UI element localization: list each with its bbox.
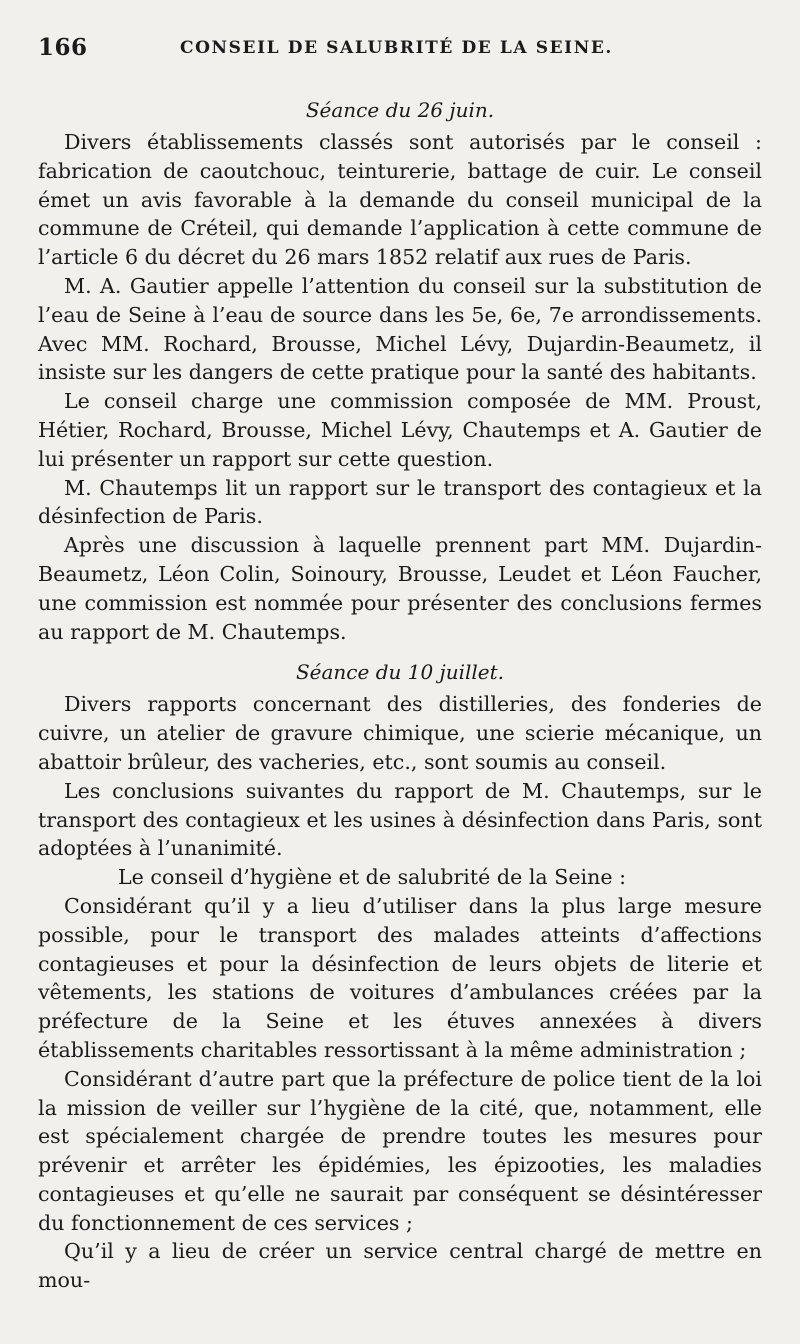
paragraph: Divers établissements classés sont autorisés par le conseil : fabrication de caoutchouc, teinturerie, battage de cuir. Le conseil émet un avis favorable à la demande du conseil municipal de la commune de Créteil, qui demande l’application à cette commune de l’article 6 du décret du 26 mars 1852 relatif aux rues de Paris. [38,130,762,270]
paragraph: Considérant d’autre part que la préfecture de police tient de la loi la mission de veiller sur l’hygiène de la cité, que, notamment, elle est spécialement chargée de prendre toutes les mesures pour prévenir et arrêter les épidémies, les épizooties, les maladies contagieuses et qu’elle ne saurait par conséquent se désintéresser du fonctionnement de ces services ; [38,1066,762,1235]
paragraph: Divers rapports concernant des distilleries, des fonderies de cuivre, un atelier de gravure chimique, une scierie mécanique, un abattoir brûleur, des vacheries, etc., sont soumis au conseil. [38,692,762,774]
section-heading-26-juin: Séance du 26 juin. [305,98,495,122]
paragraph: Après une discussion à laquelle prennent part MM. Dujardin-Beaumetz, Léon Colin, Soinoury, Brousse, Leudet et Léon Faucher, une commission est nommée pour présenter des conclusions fermes au rapport de M. Chautemps. [38,533,762,644]
paragraph: Le conseil charge une commission composée de MM. Proust, Hétier, Rochard, Brousse, Michel Lévy, Chautemps et A. Gautier de lui présenter un rapport sur cette question. [38,389,762,471]
page-header [38,34,764,64]
section-heading-10-juillet: Séance du 10 juillet. [295,660,505,685]
paragraph: Considérant qu’il y a lieu d’utiliser dans la plus large mesure possible, pour le transport des malades atteints d’affections contagieuses et pour la désinfection de leurs objets de literie et vêtements, les stations de voitures d’ambulances créées par la préfecture de la Seine et les étuves annexées à divers établissements charitables ressortissant à la même administration ; [38,893,762,1062]
paragraph: Les conclusions suivantes du rapport de M. Chautemps, sur le transport des contagieux et les usines à désinfection dans Paris, sont adoptées à l’unanimité. [38,778,762,861]
paragraph: Le conseil d’hygiène et de salubrité de la Seine : [118,865,627,890]
page-number: 166 [38,34,88,61]
paragraph: M. Chautemps lit un rapport sur le transport des contagieux et la désinfection de Paris. [38,475,762,529]
page-body [38,92,762,1295]
paragraph: Qu’il y a lieu de créer un service central chargé de mettre en mou- [38,1239,762,1293]
running-head: CONSEIL DE SALUBRITÉ DE LA SEINE. [180,38,613,58]
paragraph: M. A. Gautier appelle l’attention du conseil sur la substitution de l’eau de Seine à l’eau de source dans les 5e, 6e, 7e arrondissements. Avec MM. Rochard, Brousse, Michel Lévy, Dujardin-Beaumetz, il insiste sur les dangers de cette pratique pour la santé des habitants. [38,273,762,385]
